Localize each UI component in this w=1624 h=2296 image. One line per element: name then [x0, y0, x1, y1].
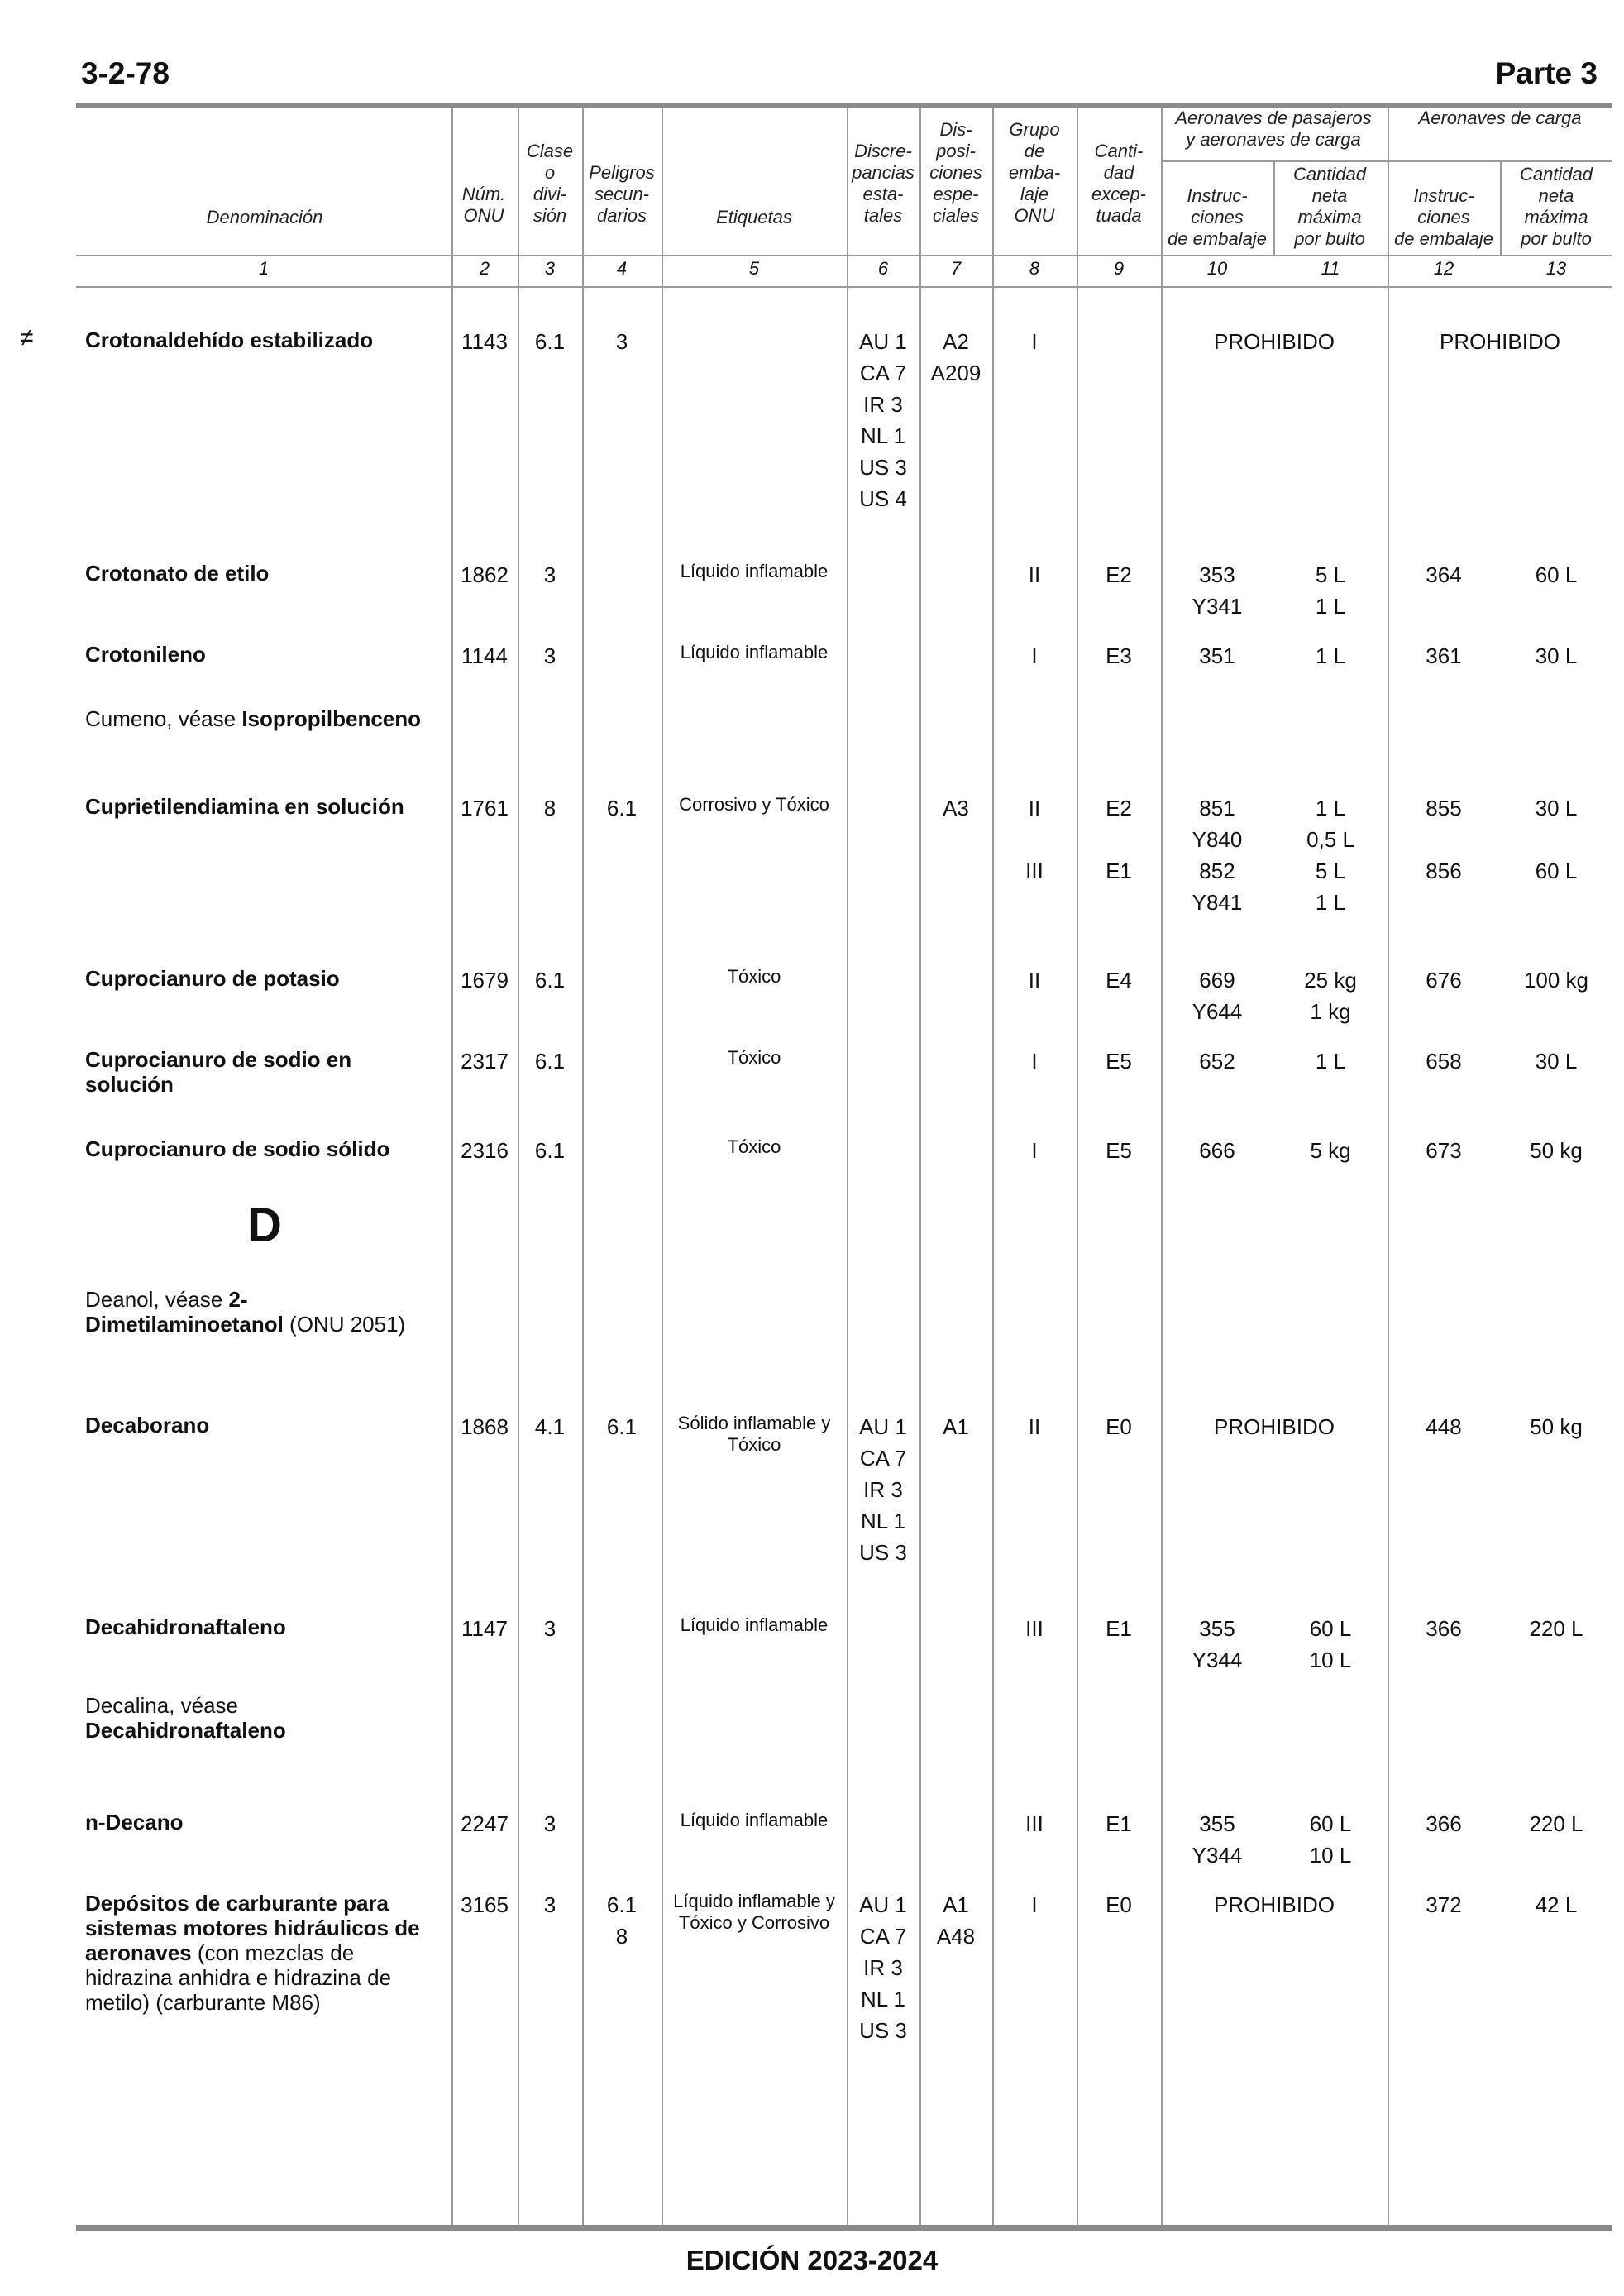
- cell-qty-c: 220 L: [1529, 1811, 1583, 1836]
- name-bold: Decahidronaftaleno: [85, 1718, 286, 1743]
- cell-eq: E0: [1106, 1892, 1132, 1917]
- column-number-line: [76, 286, 1612, 288]
- column-number: 2: [479, 258, 490, 279]
- substance-name: [85, 1413, 441, 1437]
- header-instrucciones-carga: Instruc- ciones de embalaje: [1394, 185, 1493, 249]
- header-grupo: Grupo de emba- laje ONU: [1008, 119, 1061, 226]
- cell-cls: 3: [543, 643, 556, 668]
- cell-sp: A3: [943, 796, 969, 820]
- column-number: 11: [1321, 258, 1340, 279]
- cell-sub: 6.1 8: [606, 1892, 638, 1949]
- cell-pi-c: 366: [1426, 1616, 1462, 1641]
- cell-qty-p: 60 L 10 L: [1309, 1811, 1352, 1868]
- cell-label: Líquido inflamable y Tóxico y Corrosivo: [673, 1891, 835, 1933]
- cell-cls: 6.1: [534, 1138, 566, 1163]
- cell-qty-p: 60 L 10 L: [1309, 1616, 1352, 1672]
- cell-label: Líquido inflamable: [680, 1810, 829, 1830]
- cell-qty-p: 1 L: [1315, 1049, 1346, 1074]
- cell-disc: AU 1 CA 7 IR 3 NL 1 US 3: [859, 1414, 907, 1565]
- header-group-pasajeros: Aeronaves de pasajeros y aeronaves de carga: [1175, 108, 1372, 150]
- substance-name: [85, 1614, 441, 1639]
- cell-un: 1761: [461, 796, 509, 820]
- name-bold: 2-Dimetilaminoetanol: [85, 1287, 284, 1337]
- part-label: Parte 3: [1495, 56, 1598, 90]
- column-number: 3: [544, 258, 556, 279]
- header-peligros: Peligros secun- darios: [589, 162, 655, 226]
- cell-pi-c: 676: [1426, 968, 1462, 993]
- cell-cls: 6.1: [534, 1049, 566, 1074]
- name-bold: Cuprocianuro de sodio sólido: [85, 1136, 390, 1161]
- cell-cls: 6.1: [534, 968, 566, 993]
- cell-pg: II: [1028, 562, 1041, 587]
- cell-eq: E5: [1106, 1138, 1132, 1163]
- name-bold: Decaborano: [85, 1413, 210, 1437]
- cell-sp: A1: [943, 1414, 969, 1439]
- cell-pi-p: 355 Y344: [1192, 1616, 1243, 1672]
- cell-sp: A2 A209: [930, 329, 982, 385]
- cell-pi-c: 364: [1426, 562, 1462, 587]
- cell-pi-p: 669 Y644: [1192, 968, 1243, 1024]
- cell-eq: E2 E1: [1106, 796, 1132, 883]
- name-bold: Crotonileno: [85, 642, 206, 667]
- cell-qty-c: 220 L: [1529, 1616, 1583, 1641]
- cell-pg: III: [1025, 1616, 1044, 1641]
- cell-pg: I: [1031, 1892, 1038, 1917]
- name-bold: n-Decano: [85, 1810, 184, 1834]
- name-bold: Cuprocianuro de potasio: [85, 966, 340, 991]
- cell-label: Sólido inflamable y Tóxico: [677, 1413, 831, 1455]
- name-suffix: (con mezclas de hidrazina anhidra e hidrazina de metilo) (carburante M86): [85, 1940, 392, 2015]
- name-prefix: Cumeno, véase: [85, 706, 242, 731]
- header-instrucciones-pasajeros: Instruc- ciones de embalaje: [1168, 185, 1267, 249]
- name-bold: Cuprietilendiamina en solución: [85, 794, 404, 819]
- cell-un: 1144: [461, 643, 508, 668]
- cell-label: Líquido inflamable: [680, 642, 829, 662]
- cell-cls: 3: [543, 1892, 556, 1917]
- name-bold: Isopropilbenceno: [241, 706, 422, 731]
- header-clase: Clase o divi- sión: [526, 141, 574, 226]
- name-prefix: Decalina, véase: [85, 1693, 238, 1718]
- cell-pg: I: [1031, 1049, 1038, 1074]
- cell-eq: E5: [1106, 1049, 1132, 1074]
- prohibited-passenger: PROHIBIDO: [1214, 1892, 1335, 1917]
- column-divider: [1500, 160, 1502, 255]
- header-disposiciones: Dis- posi- ciones espe- ciales: [929, 119, 982, 226]
- change-mark: ≠: [20, 324, 34, 352]
- header-group-carga: Aeronaves de carga: [1418, 108, 1582, 128]
- cell-qty-c: 60 L: [1535, 562, 1578, 587]
- substance-name: [85, 1136, 441, 1161]
- cell-pi-p: 355 Y344: [1192, 1811, 1243, 1868]
- cell-pg: I: [1031, 329, 1038, 354]
- column-number: 5: [748, 258, 760, 279]
- substance-name: [85, 794, 441, 819]
- cell-label: Tóxico: [727, 1047, 781, 1068]
- substance-name: [85, 966, 441, 991]
- column-divider: [662, 108, 663, 2225]
- cell-qty-c: 50 kg: [1530, 1138, 1583, 1163]
- column-number: 1: [258, 258, 270, 279]
- substance-name: [85, 328, 441, 352]
- name-bold: Depósitos de carburante para sistemas motores hidráulicos de aeronaves: [85, 1891, 420, 1965]
- cell-pg: I: [1031, 643, 1038, 668]
- cell-sp: A1 A48: [936, 1892, 976, 1949]
- cell-label: Tóxico: [727, 1136, 781, 1157]
- cell-pg: III: [1025, 1811, 1044, 1836]
- header-bottom-line: [76, 255, 1612, 256]
- cell-qty-p: 5 kg: [1310, 1138, 1351, 1163]
- name-suffix: (ONU 2051): [283, 1312, 406, 1337]
- substance-name: [85, 1810, 441, 1834]
- cell-cls: 3: [543, 1616, 556, 1641]
- cell-qty-c: 42 L: [1535, 1892, 1578, 1917]
- cell-qty-p: 25 kg 1 kg: [1304, 968, 1357, 1024]
- cell-pg: II: [1028, 1414, 1041, 1439]
- cell-un: 1147: [461, 1616, 508, 1641]
- cell-cls: 4.1: [534, 1414, 566, 1439]
- substance-name: [85, 1047, 441, 1097]
- section-letter: D: [247, 1198, 282, 1252]
- cell-label: Corrosivo y Tóxico: [679, 794, 829, 815]
- cell-eq: E2: [1106, 562, 1132, 587]
- cell-pi-p: 351: [1199, 643, 1235, 668]
- column-number: 10: [1206, 258, 1228, 279]
- cell-pi-c: 673: [1426, 1138, 1462, 1163]
- cell-un: 2247: [461, 1811, 509, 1836]
- cell-disc: AU 1 CA 7 IR 3 NL 1 US 3: [859, 1892, 907, 2043]
- header-num-onu: Núm. ONU: [461, 184, 506, 226]
- cell-pi-c: 855 856: [1426, 796, 1462, 883]
- cell-pg: II: [1028, 968, 1041, 993]
- cell-cls: 3: [543, 562, 556, 587]
- cell-sub: 6.1: [606, 1414, 638, 1439]
- cell-un: 3165: [461, 1892, 509, 1917]
- column-number: 13: [1545, 258, 1567, 279]
- cell-pg: I: [1031, 1138, 1038, 1163]
- cell-un: 1679: [461, 968, 509, 993]
- cell-cls: 8: [543, 796, 556, 820]
- cell-qty-c: 50 kg: [1530, 1414, 1583, 1439]
- cell-eq: E0: [1106, 1414, 1132, 1439]
- cell-qty-p: 5 L 1 L: [1315, 562, 1346, 619]
- cell-eq: E1: [1106, 1811, 1132, 1836]
- cell-label: Tóxico: [727, 966, 781, 987]
- cell-qty-c: 100 kg: [1523, 968, 1589, 993]
- cell-pi-p: 851 Y840 852 Y841: [1192, 796, 1243, 915]
- name-bold: Cuprocianuro de sodio en solución: [85, 1047, 352, 1097]
- cell-un: 2316: [461, 1138, 509, 1163]
- cell-pi-c: 361: [1426, 643, 1462, 668]
- cell-eq: E3: [1106, 643, 1132, 668]
- cell-pi-c: 448: [1426, 1414, 1462, 1439]
- substance-name: [85, 561, 441, 586]
- cell-sub: 3: [615, 329, 628, 354]
- cell-cls: 3: [543, 1811, 556, 1836]
- column-number: 6: [877, 258, 889, 279]
- cell-eq: E4: [1106, 968, 1132, 993]
- column-number: 7: [950, 258, 962, 279]
- header-cantidad-pasajeros: Cantidad neta máxima por bulto: [1292, 164, 1367, 249]
- cell-pi-p: 353 Y341: [1192, 562, 1243, 619]
- substance-name: [85, 706, 441, 731]
- cell-eq: E1: [1106, 1616, 1132, 1641]
- prohibited-cargo: PROHIBIDO: [1440, 329, 1560, 354]
- footer-rule: [76, 2225, 1612, 2231]
- cell-qty-p: 1 L 0,5 L 5 L 1 L: [1306, 796, 1354, 915]
- cell-un: 1143: [461, 329, 508, 354]
- cell-pi-c: 372: [1426, 1892, 1462, 1917]
- cell-pi-p: 652: [1199, 1049, 1235, 1074]
- cell-disc: AU 1 CA 7 IR 3 NL 1 US 3 US 4: [859, 329, 907, 511]
- cell-pi-p: 666: [1199, 1138, 1235, 1163]
- cell-cls: 6.1: [534, 329, 566, 354]
- edition-footer: EDICIÓN 2023-2024: [685, 2245, 939, 2275]
- page-number: 3-2-78: [81, 56, 170, 90]
- cell-sub: 6.1: [606, 796, 638, 820]
- cell-pi-c: 366: [1426, 1811, 1462, 1836]
- name-bold: Crotonaldehído estabilizado: [85, 328, 374, 352]
- prohibited-passenger: PROHIBIDO: [1214, 1414, 1335, 1439]
- cell-qty-c: 30 L: [1535, 1049, 1578, 1074]
- cell-pi-c: 658: [1426, 1049, 1462, 1074]
- cell-qty-p: 1 L: [1315, 643, 1346, 668]
- header-denominacion: Denominación: [206, 207, 323, 227]
- header-cantidad-exceptuada: Canti- dad excep- tuada: [1091, 141, 1147, 226]
- name-bold: Crotonato de etilo: [85, 561, 270, 586]
- prohibited-passenger: PROHIBIDO: [1214, 329, 1335, 354]
- column-number: 12: [1433, 258, 1454, 279]
- substance-name: [85, 1287, 441, 1337]
- cell-un: 1862: [461, 562, 509, 587]
- cell-un: 2317: [461, 1049, 509, 1074]
- cell-pg: II III: [1025, 796, 1044, 883]
- header-cantidad-carga: Cantidad neta máxima por bulto: [1519, 164, 1593, 249]
- column-number: 9: [1113, 258, 1125, 279]
- cell-qty-c: 30 L 60 L: [1535, 796, 1578, 883]
- group-divider-line: [1161, 160, 1612, 162]
- column-number: 8: [1029, 258, 1040, 279]
- name-bold: Decahidronaftaleno: [85, 1614, 286, 1639]
- column-divider: [1273, 160, 1275, 255]
- column-number: 4: [616, 258, 628, 279]
- substance-name: [85, 642, 441, 667]
- name-prefix: Deanol, véase: [85, 1287, 229, 1312]
- cell-label: Líquido inflamable: [680, 561, 829, 581]
- substance-name: [85, 1891, 441, 2015]
- substance-name: [85, 1693, 441, 1743]
- header-discrepancias: Discre- pancias esta- tales: [852, 141, 915, 226]
- header-etiquetas: Etiquetas: [716, 207, 792, 227]
- cell-un: 1868: [461, 1414, 509, 1439]
- cell-label: Líquido inflamable: [680, 1614, 829, 1635]
- cell-qty-c: 30 L: [1535, 643, 1578, 668]
